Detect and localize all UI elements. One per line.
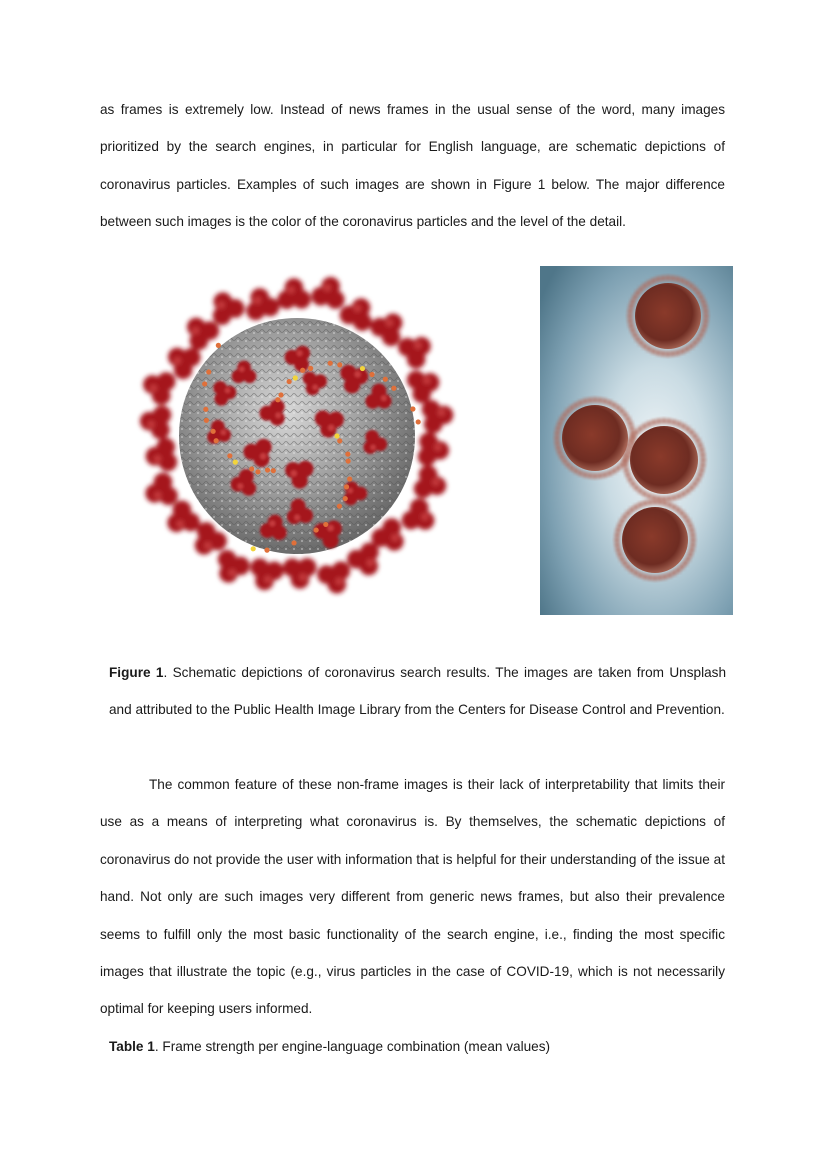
table-caption	[109, 1028, 726, 1065]
intro-paragraph: as frames is extremely low. Instead of news frames in the usual sense of the word, many images prioritized by the search engines, in particular for English language, are schematic depictions of coronavirus particles. Examples of such images are shown in Figure 1 below. The major difference between such images is the color of the coronavirus particles and the level of the detail.	[100, 102, 725, 230]
figure-label: Figure 1	[109, 665, 164, 680]
body-paragraph: The common feature of these non-frame images is their lack of interpretability that limits their use as a means of interpreting what coronavirus is. By themselves, the schematic depictions of coronavirus do not provide the user with information that is helpful for their understanding of the issue at hand. Not only are such images very different from generic news frames, but also their prevalence seems to fulfill only the most basic functionality of the search engine, i.e., finding the most specific images that illustrate the topic (e.g., virus particles in the case of COVID-19, which is not necessarily optimal for keeping users informed.	[100, 777, 725, 1017]
coronavirus-3d-illustration	[124, 263, 470, 609]
coronavirus-microscopy-image	[540, 266, 733, 615]
table-caption-text: . Frame strength per engine-language combination (mean values)	[154, 1039, 551, 1054]
figure-caption-text: . Schematic depictions of coronavirus search results. The images are taken from Unsplash and attributed to the Public Health Image Library from the Centers for Disease Control and Prevention.	[109, 665, 727, 718]
figure-caption	[109, 654, 726, 729]
table-label: Table 1	[109, 1039, 155, 1054]
